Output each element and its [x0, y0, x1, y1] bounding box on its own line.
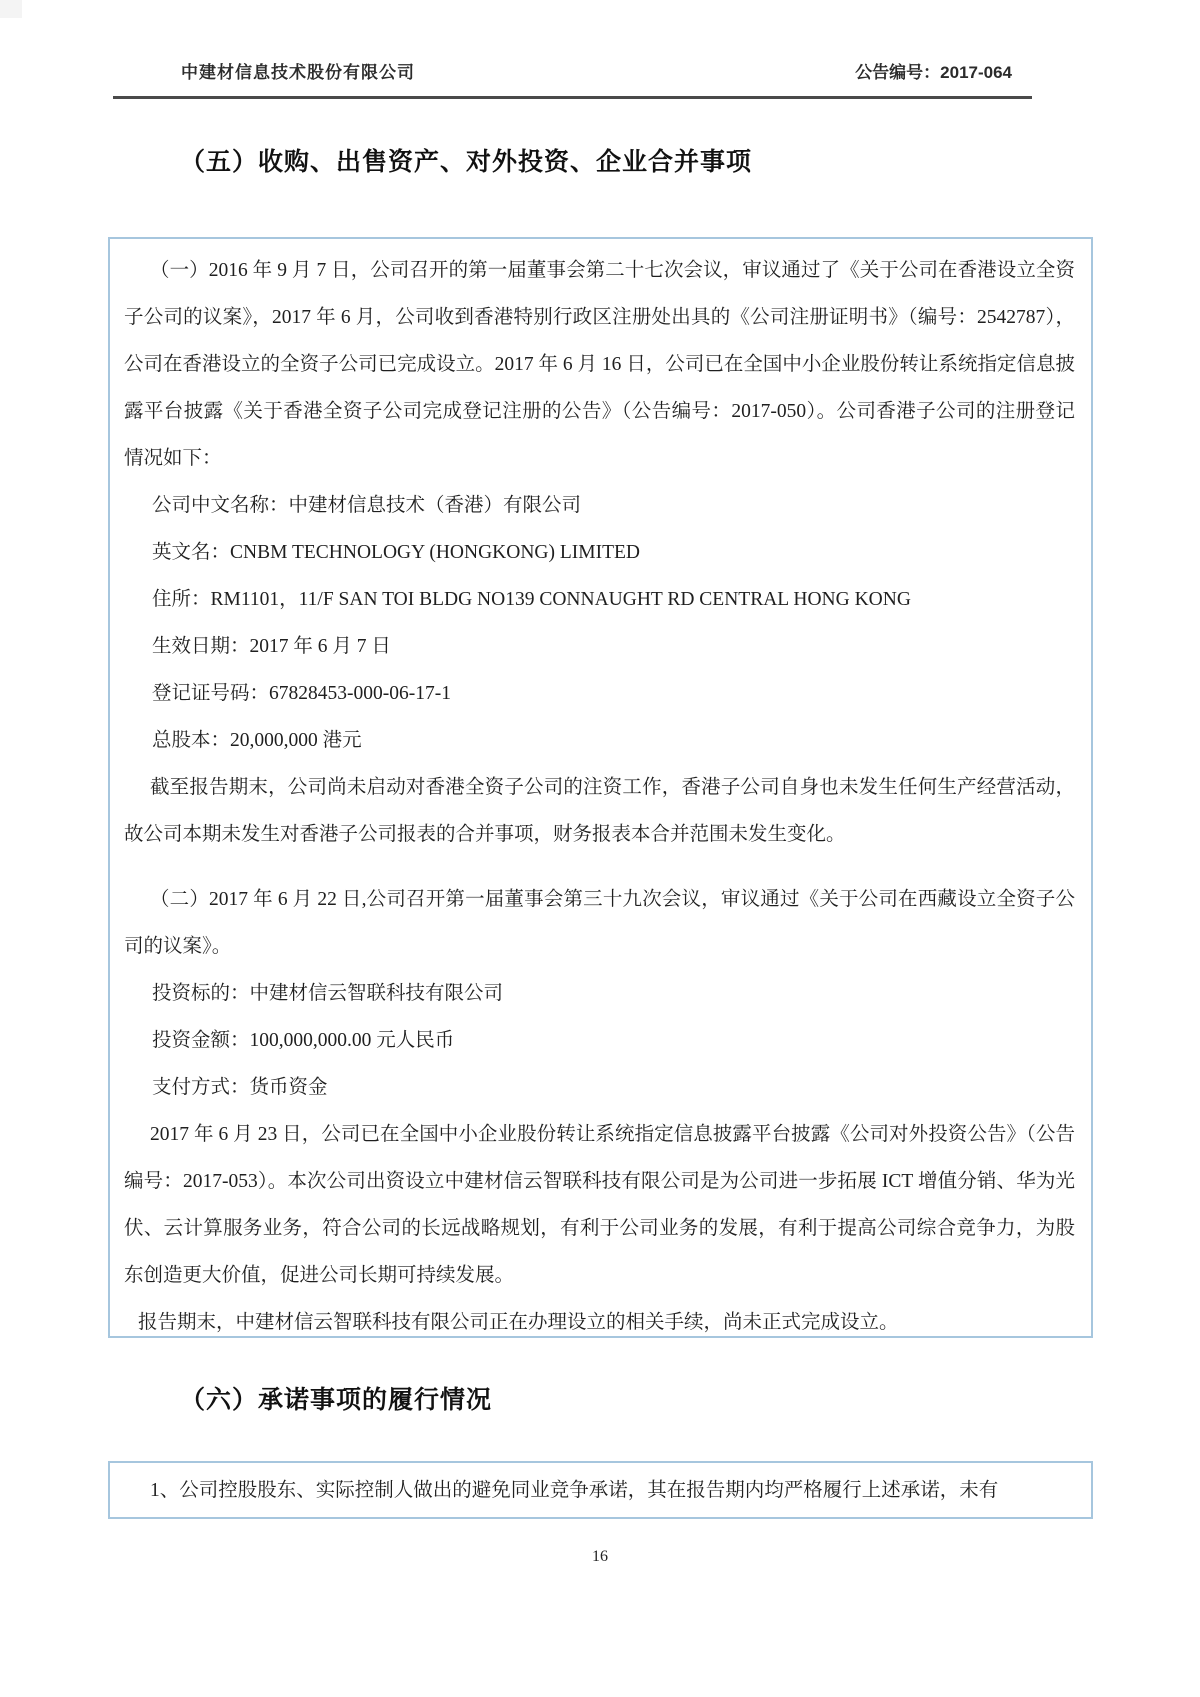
paragraph-setup-in-progress: 报告期末，中建材信云智联科技有限公司正在办理设立的相关手续，尚未正式完成设立。 — [138, 1312, 899, 1333]
paragraph-hongkong-subsidiary: （一）2016 年 9 月 7 日，公司召开的第一届董事会第二十七次会议，审议通过了《关于公司在香港设立全资子公司的议案》，2017 年 6 月，公司收到香港特别行政区注册处出具的《公司注册证明书》（编号：2542787），公司在香港设立的全资子公司已完成设立。2017 年 6 月 16 日，公司已在全国中小企业股份转让系统指定信息披露平台披露《关于香港全资子公司完成登记注册的公告》（公告编号：2017-050）。公司香港子公司的注册登记情况如下： — [124, 260, 1075, 469]
detail-total-share-capital: 总股本：20,000,000 港元 — [152, 730, 362, 751]
header-divider-rule — [113, 96, 1032, 99]
section5-heading: （五）收购、出售资产、对外投资、企业合并事项 — [180, 148, 753, 176]
detail-investment-amount: 投资金额：100,000,000.00 元人民币 — [152, 1030, 455, 1051]
paragraph-investment-disclosure: 2017 年 6 月 23 日，公司已在全国中小企业股份转让系统指定信息披露平台披露《公司对外投资公告》（公告编号：2017-053）。本次公司出资设立中建材信云智联科技有限公司是为公司进一步拓展 ICT 增值分销、华为光伏、云计算服务业务，符合公司的长远战略规划，有利于公司业务的发展，有利于提高公司综合竞争力，为股东创造更大价值，促进公司长期可持续发展。 — [124, 1124, 1075, 1286]
detail-chinese-name: 公司中文名称：中建材信息技术（香港）有限公司 — [152, 495, 582, 516]
header-announcement-number: 公告编号：2017-064 — [855, 63, 1012, 82]
page-header — [113, 58, 1032, 83]
paragraph-no-injection-yet: 截至报告期末，公司尚未启动对香港全资子公司的注资工作，香港子公司自身也未发生任何生产经营活动，故公司本期未发生对香港子公司报表的合并事项，财务报表本合并范围未发生变化。 — [124, 777, 1075, 845]
paragraph-commitment-performance: 1、公司控股股东、实际控制人做出的避免同业竞争承诺，其在报告期内均严格履行上述承诺，未有 — [150, 1480, 999, 1501]
detail-english-name: 英文名：CNBM TECHNOLOGY (HONGKONG) LIMITED — [152, 542, 641, 563]
section6-heading: （六）承诺事项的履行情况 — [180, 1386, 493, 1414]
scan-artifact — [0, 0, 22, 18]
detail-registration-number: 登记证号码：67828453-000-06-17-1 — [152, 683, 451, 704]
detail-payment-method: 支付方式：货币资金 — [152, 1077, 328, 1098]
paragraph-tibet-subsidiary: （二）2017 年 6 月 22 日,公司召开第一届董事会第三十九次会议，审议通过《关于公司在西藏设立全资子公司的议案》。 — [124, 889, 1075, 957]
section6-content-box — [108, 1461, 1093, 1519]
page-number: 16 — [592, 1548, 608, 1565]
section5-content-box — [108, 237, 1093, 1338]
detail-address: 住所：RM1101，11/F SAN TOI BLDG NO139 CONNAUGHT RD CENTRAL HONG KONG — [152, 589, 911, 610]
detail-investment-target: 投资标的：中建材信云智联科技有限公司 — [152, 983, 504, 1004]
header-company-name: 中建材信息技术股份有限公司 — [181, 63, 415, 82]
detail-effective-date: 生效日期：2017 年 6 月 7 日 — [152, 636, 391, 657]
